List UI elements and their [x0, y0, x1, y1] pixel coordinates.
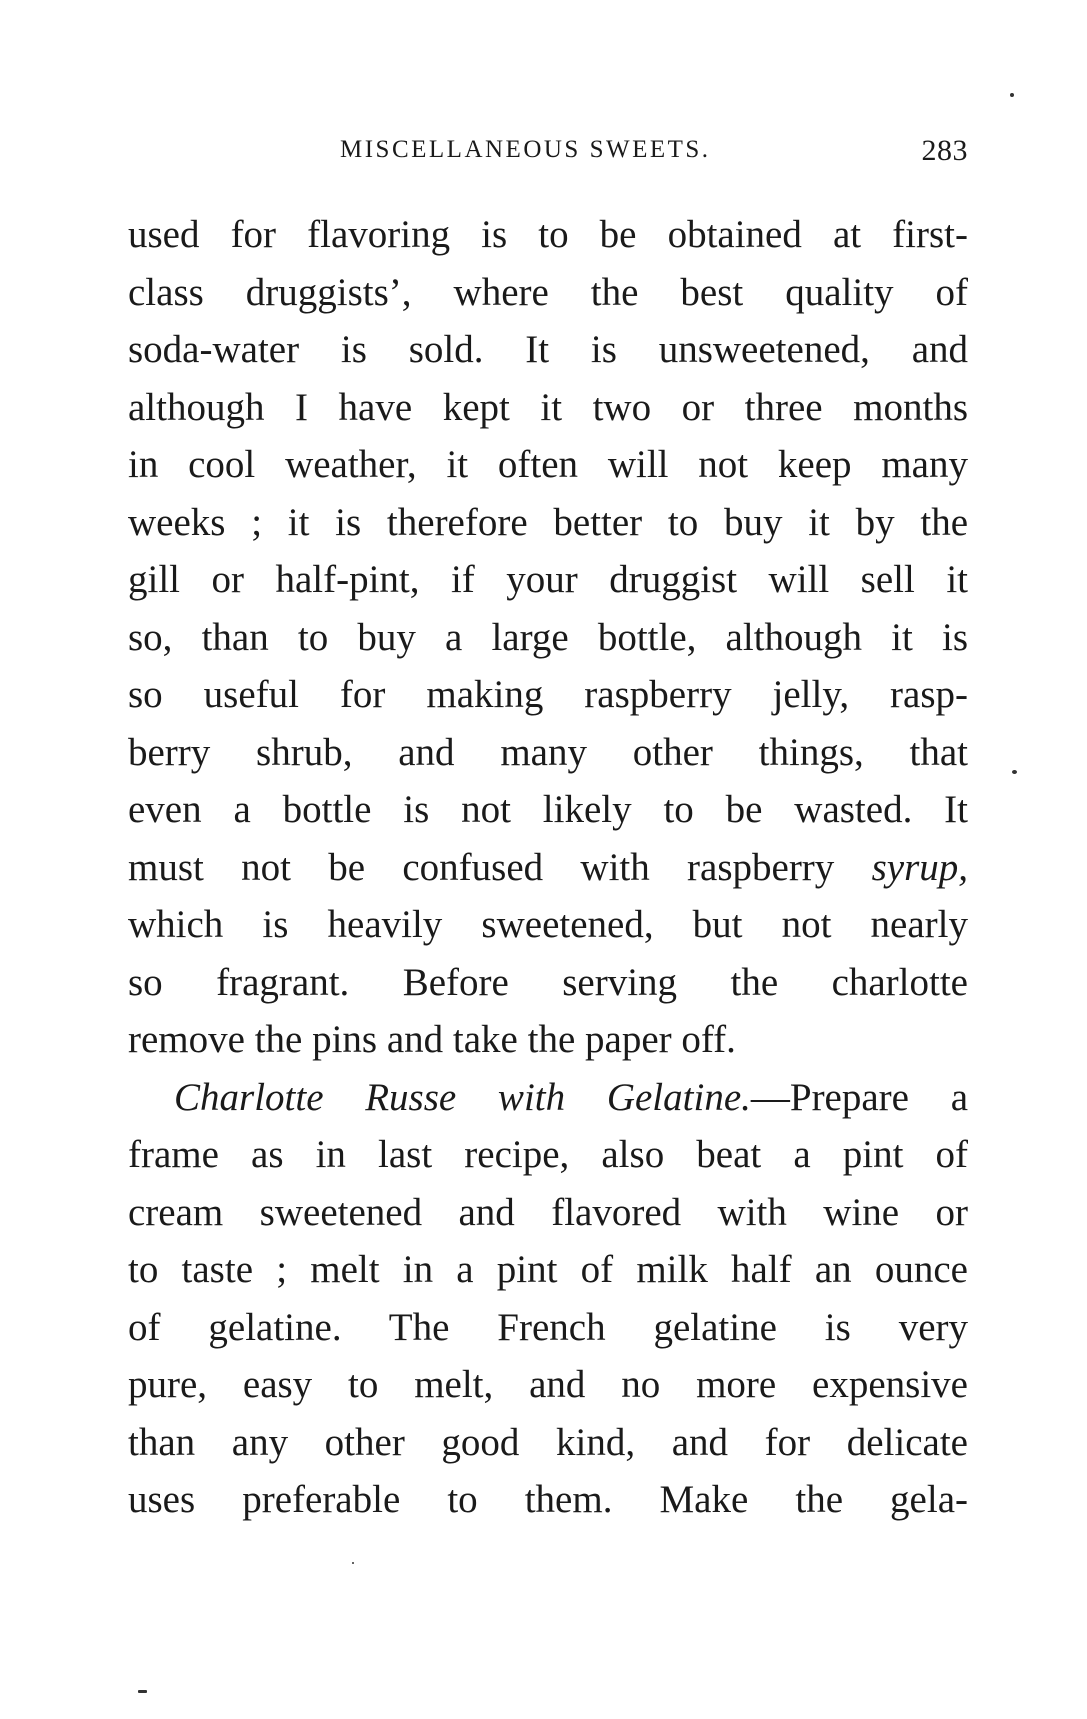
- text-line: to taste ; melt in a pint of milk half an ounce: [128, 1248, 968, 1291]
- text-segment: —Prepare a: [750, 1075, 968, 1119]
- text-line: weeks ; it is therefore better to buy it by the: [128, 500, 968, 544]
- text-line: remove the pins and take the paper off.: [128, 1018, 736, 1061]
- text-segment: must not be confused with raspberry: [128, 845, 872, 889]
- text-line: uses preferable to them. Make the gela-: [128, 1478, 968, 1521]
- italic-word: syrup,: [871, 845, 968, 889]
- running-head: [128, 136, 968, 176]
- text-line: although I have kept it two or three months: [128, 385, 968, 429]
- page-number: 283: [921, 134, 968, 167]
- text-line: so, than to buy a large bottle, although it is: [128, 615, 968, 659]
- scan-speck: [1012, 770, 1017, 774]
- text-line: used for flavoring is to be obtained at first-: [128, 213, 968, 256]
- text-line: in cool weather, it often will not keep many: [128, 443, 968, 486]
- text-line: even a bottle is not likely to be wasted. It: [128, 788, 968, 831]
- paragraph-charlotte-russe: [128, 1069, 968, 1529]
- text-line: than any other good kind, and for delicate: [128, 1420, 968, 1464]
- scan-speck: [138, 1690, 147, 1693]
- text-line: soda-water is sold. It is unsweetened, and: [128, 328, 968, 371]
- text-line: so useful for making raspberry jelly, rasp-: [128, 673, 968, 716]
- text-line: class druggists’, where the best quality of: [128, 270, 968, 314]
- text-line: of gelatine. The French gelatine is very: [128, 1305, 968, 1349]
- text-line: berry shrub, and many other things, that: [128, 730, 968, 774]
- text-line: which is heavily sweetened, but not nearly: [128, 903, 968, 946]
- text-line: so fragrant. Before serving the charlotte: [128, 960, 968, 1004]
- text-line: gill or half-pint, if your druggist will sell it: [128, 558, 968, 601]
- scan-speck: [1010, 93, 1014, 97]
- running-title: MISCELLANEOUS SWEETS.: [340, 136, 711, 163]
- text-line: frame as in last recipe, also beat a pint of: [128, 1133, 968, 1176]
- text-line: pure, easy to melt, and no more expensive: [128, 1363, 968, 1406]
- body-text: [128, 206, 968, 1529]
- text-line: cream sweetened and flavored with wine or: [128, 1190, 968, 1234]
- text-line: [128, 1069, 968, 1127]
- paragraph-flavoring: [128, 206, 968, 1069]
- recipe-title: Charlotte Russe with Gelatine.: [174, 1075, 751, 1119]
- text-line: [128, 839, 968, 897]
- scan-speck: [352, 1562, 354, 1564]
